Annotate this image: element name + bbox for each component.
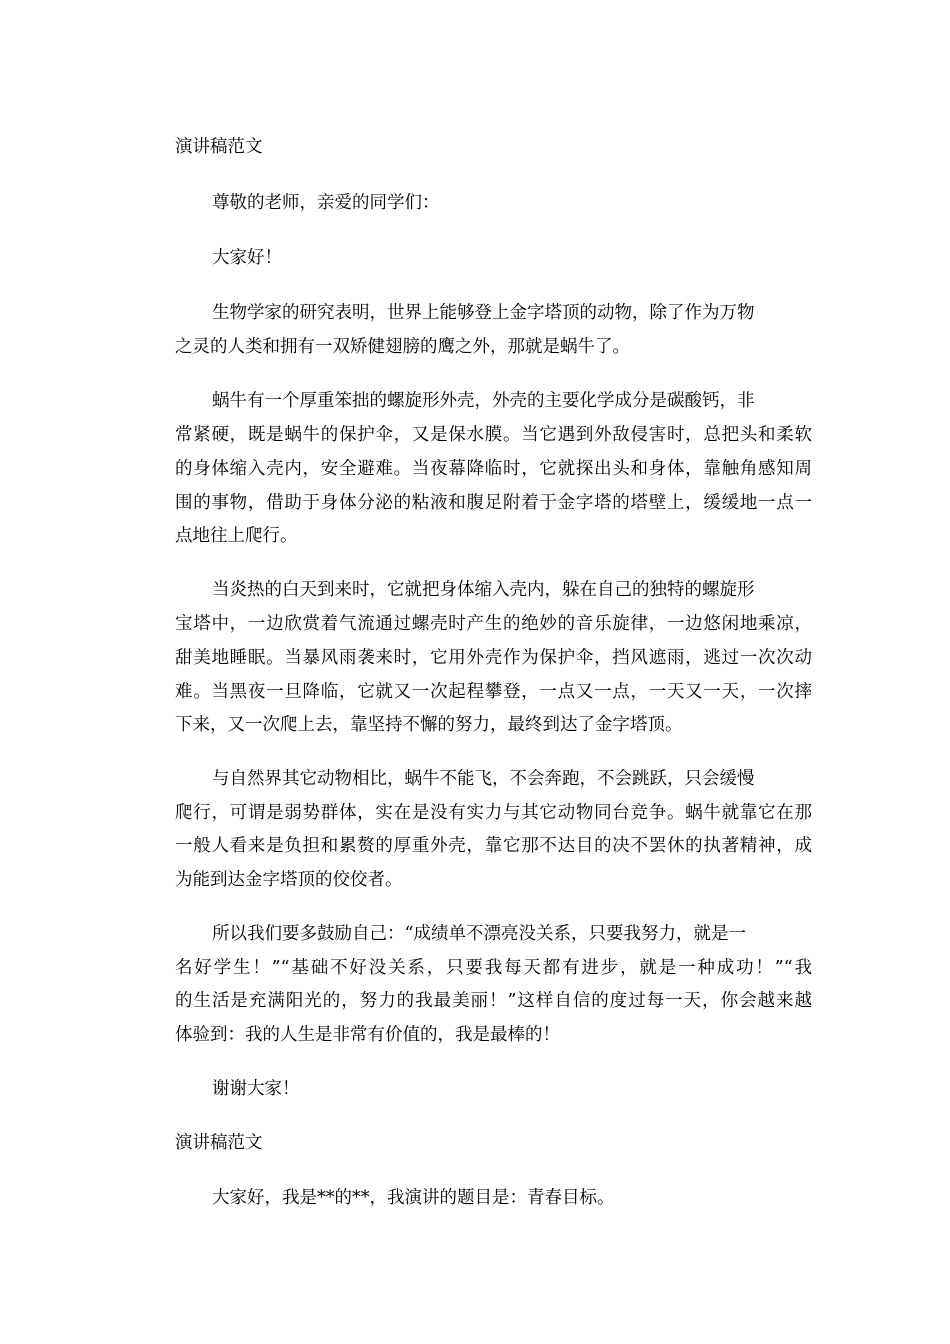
paragraph-5-line-2: 名好学生！”“基础不好没关系，只要我每天都有进步，就是一种成功！”“我 — [175, 958, 812, 978]
thanks-line: 谢谢大家！ — [212, 1079, 300, 1099]
paragraph-2-line-4: 围的事物，借助于身体分泌的粘液和腹足附着于金字塔的塔壁上，缓缓地一点一 — [175, 493, 812, 513]
greeting: 大家好！ — [212, 248, 282, 268]
paragraph-2-line-2: 常紧硬，既是蜗牛的保护伞，又是保水膜。当它遇到外敌侵害时，总把头和柔软 — [175, 425, 812, 445]
heading-title-2: 演讲稿范文 — [175, 1133, 263, 1153]
paragraph-2-line-1: 蜗牛有一个厚重笨拙的螺旋形外壳，外壳的主要化学成分是碳酸钙，非 — [212, 391, 755, 411]
paragraph-6-line-1: 大家好，我是**的**，我演讲的题目是：青春目标。 — [212, 1188, 615, 1208]
paragraph-3-line-5: 下来，又一次爬上去，靠坚持不懈的努力，最终到达了金字塔顶。 — [175, 715, 683, 735]
paragraph-4-line-2: 爬行，可谓是弱势群体，实在是没有实力与其它动物同台竞争。蜗牛就靠它在那 — [175, 803, 812, 823]
heading-title: 演讲稿范文 — [175, 137, 263, 157]
paragraph-3-line-1: 当炎热的白天到来时，它就把身体缩入壳内，躲在自己的独特的螺旋形 — [212, 580, 755, 600]
paragraph-4-line-4: 为能到达金字塔顶的佼佼者。 — [175, 870, 403, 890]
paragraph-5-line-1: 所以我们要多鼓励自己：“成绩单不漂亮没关系，只要我努力，就是一 — [212, 924, 746, 944]
paragraph-2-line-5: 点地往上爬行。 — [175, 526, 298, 546]
paragraph-5-line-3: 的生活是充满阳光的，努力的我最美丽！”这样自信的度过每一天，你会越来越 — [175, 991, 812, 1011]
paragraph-4-line-1: 与自然界其它动物相比，蜗牛不能飞，不会奔跑，不会跳跃，只会缓慢 — [212, 769, 755, 789]
salutation: 尊敬的老师，亲爱的同学们： — [212, 193, 440, 213]
paragraph-4-line-3: 一般人看来是负担和累赘的厚重外壳，靠它那不达目的决不罢休的执著精神，成 — [175, 836, 812, 856]
paragraph-5-line-4: 体验到：我的人生是非常有价值的，我是最棒的！ — [175, 1025, 560, 1045]
paragraph-2-line-3: 的身体缩入壳内，安全避难。当夜幕降临时，它就探出头和身体，靠触角感知周 — [175, 459, 812, 479]
paragraph-1-line-1: 生物学家的研究表明，世界上能够登上金字塔顶的动物，除了作为万物 — [212, 303, 755, 323]
paragraph-1-line-2: 之灵的人类和拥有一双矫健翅膀的鹰之外，那就是蜗牛了。 — [175, 337, 630, 357]
paragraph-3-line-2: 宝塔中，一边欣赏着气流通过螺壳时产生的绝妙的音乐旋律，一边悠闲地乘凉， — [175, 614, 812, 634]
paragraph-3-line-3: 甜美地睡眠。当暴风雨袭来时，它用外壳作为保护伞，挡风遮雨，逃过一次次动 — [175, 648, 812, 668]
paragraph-3-line-4: 难。当黑夜一旦降临，它就又一次起程攀登，一点又一点，一天又一天，一次摔 — [175, 682, 812, 702]
